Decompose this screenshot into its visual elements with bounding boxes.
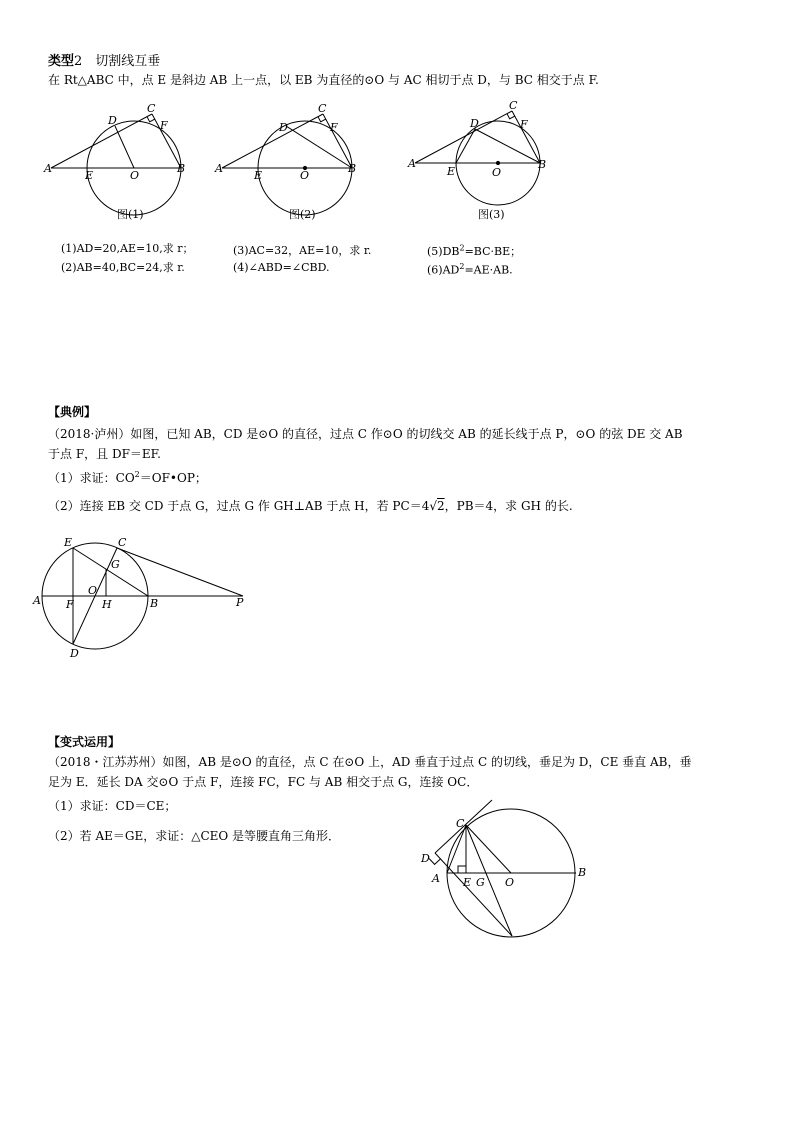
fig2-label-C: C bbox=[318, 102, 327, 115]
variant-q2: （2）若 AE＝GE，求证：△CEO 是等腰直角三角形． bbox=[48, 829, 341, 843]
fig2-label-B: B bbox=[348, 162, 357, 175]
ex-label-D: D bbox=[70, 647, 79, 660]
section1-q1: (1)AD=20,AE=10,求 r； bbox=[61, 242, 194, 255]
section1-q6-part-b: =AE·AB. bbox=[464, 263, 513, 277]
var-label-A: A bbox=[432, 872, 440, 885]
section1-q4: (4)∠ABD=∠CBD. bbox=[233, 261, 330, 274]
fig1-label-B: B bbox=[177, 162, 186, 175]
var-label-B: B bbox=[578, 866, 587, 879]
fig1-caption: 图(1) bbox=[117, 208, 144, 221]
fig2-label-A: A bbox=[215, 162, 223, 175]
section1-q5-part-b: =BC·BE； bbox=[464, 245, 522, 258]
section1-intro: 在 Rt△ABC 中，点 E 是斜边 AB 上一点，以 EB 为直径的⊙O 与 AC 相切于点 D，与 BC 相交于点 F. bbox=[48, 73, 599, 87]
section1-title-rest: 2 切割线互垂 bbox=[74, 54, 161, 69]
sqrt-symbol: √ bbox=[429, 499, 437, 513]
var-label-E: E bbox=[463, 876, 472, 889]
variant-heading: 【变式运用】 bbox=[48, 735, 121, 749]
fig3-label-F: F bbox=[520, 118, 528, 131]
fig1-label-F: F bbox=[160, 119, 168, 132]
section1-title-bold: 类型 bbox=[48, 54, 75, 69]
fig1-label-E: E bbox=[85, 169, 94, 182]
fig3-label-A: A bbox=[408, 157, 416, 170]
fig3-label-O: O bbox=[492, 166, 502, 179]
fig2-label-D: D bbox=[279, 121, 288, 134]
ex-label-A: A bbox=[33, 594, 41, 607]
example-q1-part-b: ＝OF•OP； bbox=[139, 471, 207, 485]
section1-q6-part-a: (6)AD bbox=[427, 263, 460, 277]
ex-label-F: F bbox=[66, 598, 74, 611]
example-line1: （2018·泸州）如图，已知 AB，CD 是⊙O 的直径，过点 C 作⊙O 的切线交 AB 的延长线于点 P，⊙O 的弦 DE 交 AB bbox=[48, 427, 683, 441]
example-q2-radicand: 2 bbox=[436, 499, 445, 513]
fig3-caption: 图(3) bbox=[478, 208, 505, 221]
ex-label-O: O bbox=[88, 584, 98, 597]
fig3-label-C: C bbox=[509, 99, 518, 112]
fig3-label-B: B bbox=[538, 158, 547, 171]
fig1-label-A: A bbox=[44, 162, 52, 175]
section1-q5-exponent: 2 bbox=[459, 243, 465, 253]
fig1-label-D: D bbox=[108, 114, 117, 127]
example-heading: 【典例】 bbox=[48, 405, 97, 419]
fig2-caption: 图(2) bbox=[289, 208, 316, 221]
ex-label-P: P bbox=[236, 596, 244, 609]
ex-label-H: H bbox=[102, 598, 112, 611]
ex-label-C: C bbox=[118, 536, 127, 549]
ex-label-G: G bbox=[111, 558, 120, 571]
example-q2-part-a: （2）连接 EB 交 CD 于点 G，过点 G 作 GH⊥AB 于点 H，若 PC＝4 bbox=[48, 499, 430, 513]
variant-line1: （2018・江苏苏州）如图，AB 是⊙O 的直径，点 C 在⊙O 上，AD 垂直于过点 C 的切线，垂足为 D，CE 垂直 AB，垂 bbox=[48, 755, 692, 769]
fig3-label-D: D bbox=[470, 117, 479, 130]
var-label-G: G bbox=[476, 876, 485, 889]
example-q1-exponent: 2 bbox=[134, 470, 140, 479]
variant-line2: 足为 E．延长 DA 交⊙O 于点 F，连接 FC，FC 与 AB 相交于点 G，连接 OC． bbox=[48, 775, 479, 789]
section1-q6-exponent: 2 bbox=[459, 262, 465, 271]
var-label-C: C bbox=[456, 817, 465, 830]
fig1-label-C: C bbox=[147, 102, 156, 115]
section1-q2: (2)AB=40,BC=24,求 r. bbox=[61, 261, 185, 274]
section1-q3: (3)AC=32，AE=10，求 r. bbox=[233, 244, 372, 257]
fig1-label-O: O bbox=[130, 169, 140, 182]
example-q1-part-a: （1）求证：CO bbox=[48, 471, 135, 485]
fig2-label-O: O bbox=[300, 169, 310, 182]
ex-label-B: B bbox=[150, 597, 159, 610]
var-label-D: D bbox=[421, 852, 430, 865]
fig2-label-E: E bbox=[254, 169, 263, 182]
fig3-label-E: E bbox=[447, 165, 456, 178]
example-q2-part-b: ，PB＝4，求 GH 的长. bbox=[444, 499, 573, 513]
example-line2: 于点 F，且 DF＝EF. bbox=[48, 447, 161, 461]
variant-q1: （1）求证：CD＝CE； bbox=[48, 799, 177, 813]
var-label-O: O bbox=[505, 876, 515, 889]
fig2-label-F: F bbox=[330, 121, 338, 134]
section1-q5-part-a: (5)DB bbox=[427, 245, 460, 258]
ex-label-E: E bbox=[64, 536, 73, 549]
